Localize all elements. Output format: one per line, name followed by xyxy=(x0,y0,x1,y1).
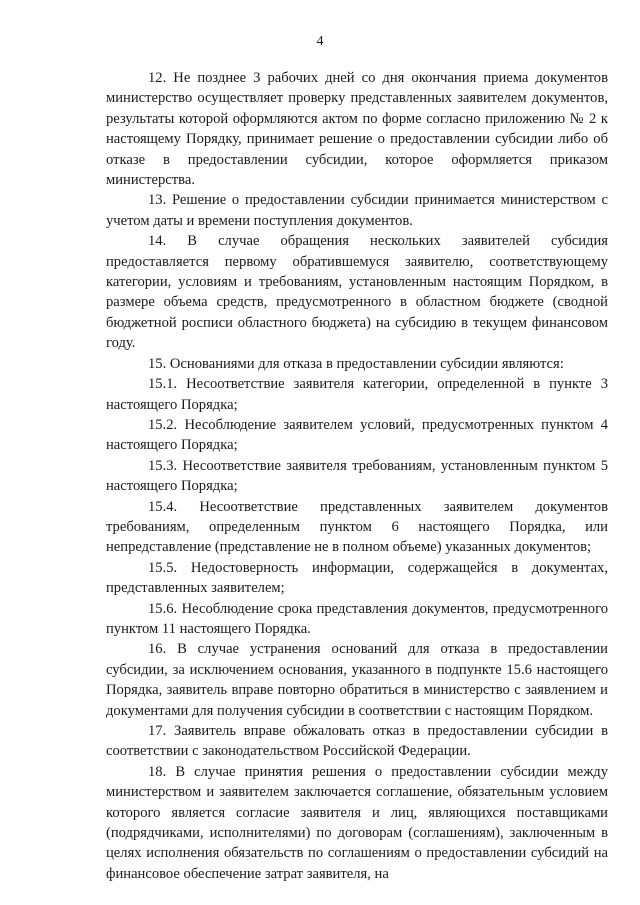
paragraph-12: 12. Не позднее 3 рабочих дней со дня окончания приема документов министерство осуществляет проверку представленных заявителем документов, результаты которой оформляются актом по форме согласно приложению № 2 к настоящему Порядку, принимает решение о предоставлении субсидии либо об отказе в предоставлении субсидии, которое оформляется приказом министерства. xyxy=(106,70,608,189)
paragraph-18: 18. В случае принятия решения о предоставлении субсидии между министерством и заявителем заключается соглашение, обязательным условием которого является согласие заявителя и лиц, являющихся поставщиками (подрядчиками, исполнителями) по договорам (соглашениям), заключенным в целях исполнения обязательств по соглашениям о предоставлении субсидий на финансовое обеспечение затрат заявителя, на xyxy=(106,763,608,882)
document-body xyxy=(106,68,608,884)
paragraph-15-2: 15.2. Несоблюдение заявителем условий, предусмотренных пунктом 4 настоящего Порядка; xyxy=(106,416,608,454)
paragraph-13: 13. Решение о предоставлении субсидии принимается министерством с учетом даты и времени поступления документов. xyxy=(106,192,608,229)
paragraph-15-4: 15.4. Несоответствие представленных заявителем документов требованиям, определенным пунктом 6 настоящего Порядка, или непредставление (представление не в полном объеме) указанных документов; xyxy=(106,498,608,556)
paragraph-16: 16. В случае устранения оснований для отказа в предоставлении субсидии, за исключением основания, указанного в подпункте 15.6 настоящего Порядка, заявитель вправе повторно обратиться в министерство с заявлением и документами для получения субсидии в соответствии с настоящим Порядком. xyxy=(106,641,608,719)
paragraph-15: 15. Основаниями для отказа в предоставлении субсидии являются: xyxy=(148,355,564,372)
paragraph-14: 14. В случае обращения нескольких заявителей субсидия предоставляется первому обратившемуся заявителю, соответствующему категории, условиям и требованиям, установленным настоящим Порядком, в размере объема средств, предусмотренного в областном бюджете (сводной бюджетной росписи областного бюджета) на субсидию в текущем финансовом году. xyxy=(106,233,608,352)
page-number: 4 xyxy=(316,34,324,49)
paragraph-15-1: 15.1. Несоответствие заявителя категории, определенной в пункте 3 настоящего Порядка; xyxy=(106,376,608,413)
paragraph-17: 17. Заявитель вправе обжаловать отказ в предоставлении субсидии в соответствии с законодательством Российской Федерации. xyxy=(106,723,608,760)
paragraph-15-6: 15.6. Несоблюдение срока представления документов, предусмотренного пунктом 11 настоящего Порядка. xyxy=(106,600,608,637)
paragraph-15-5: 15.5. Недостоверность информации, содержащейся в документах, представленных заявителем; xyxy=(106,559,608,597)
paragraph-15-3: 15.3. Несоответствие заявителя требованиям, установленным пунктом 5 настоящего Порядка; xyxy=(106,457,608,495)
